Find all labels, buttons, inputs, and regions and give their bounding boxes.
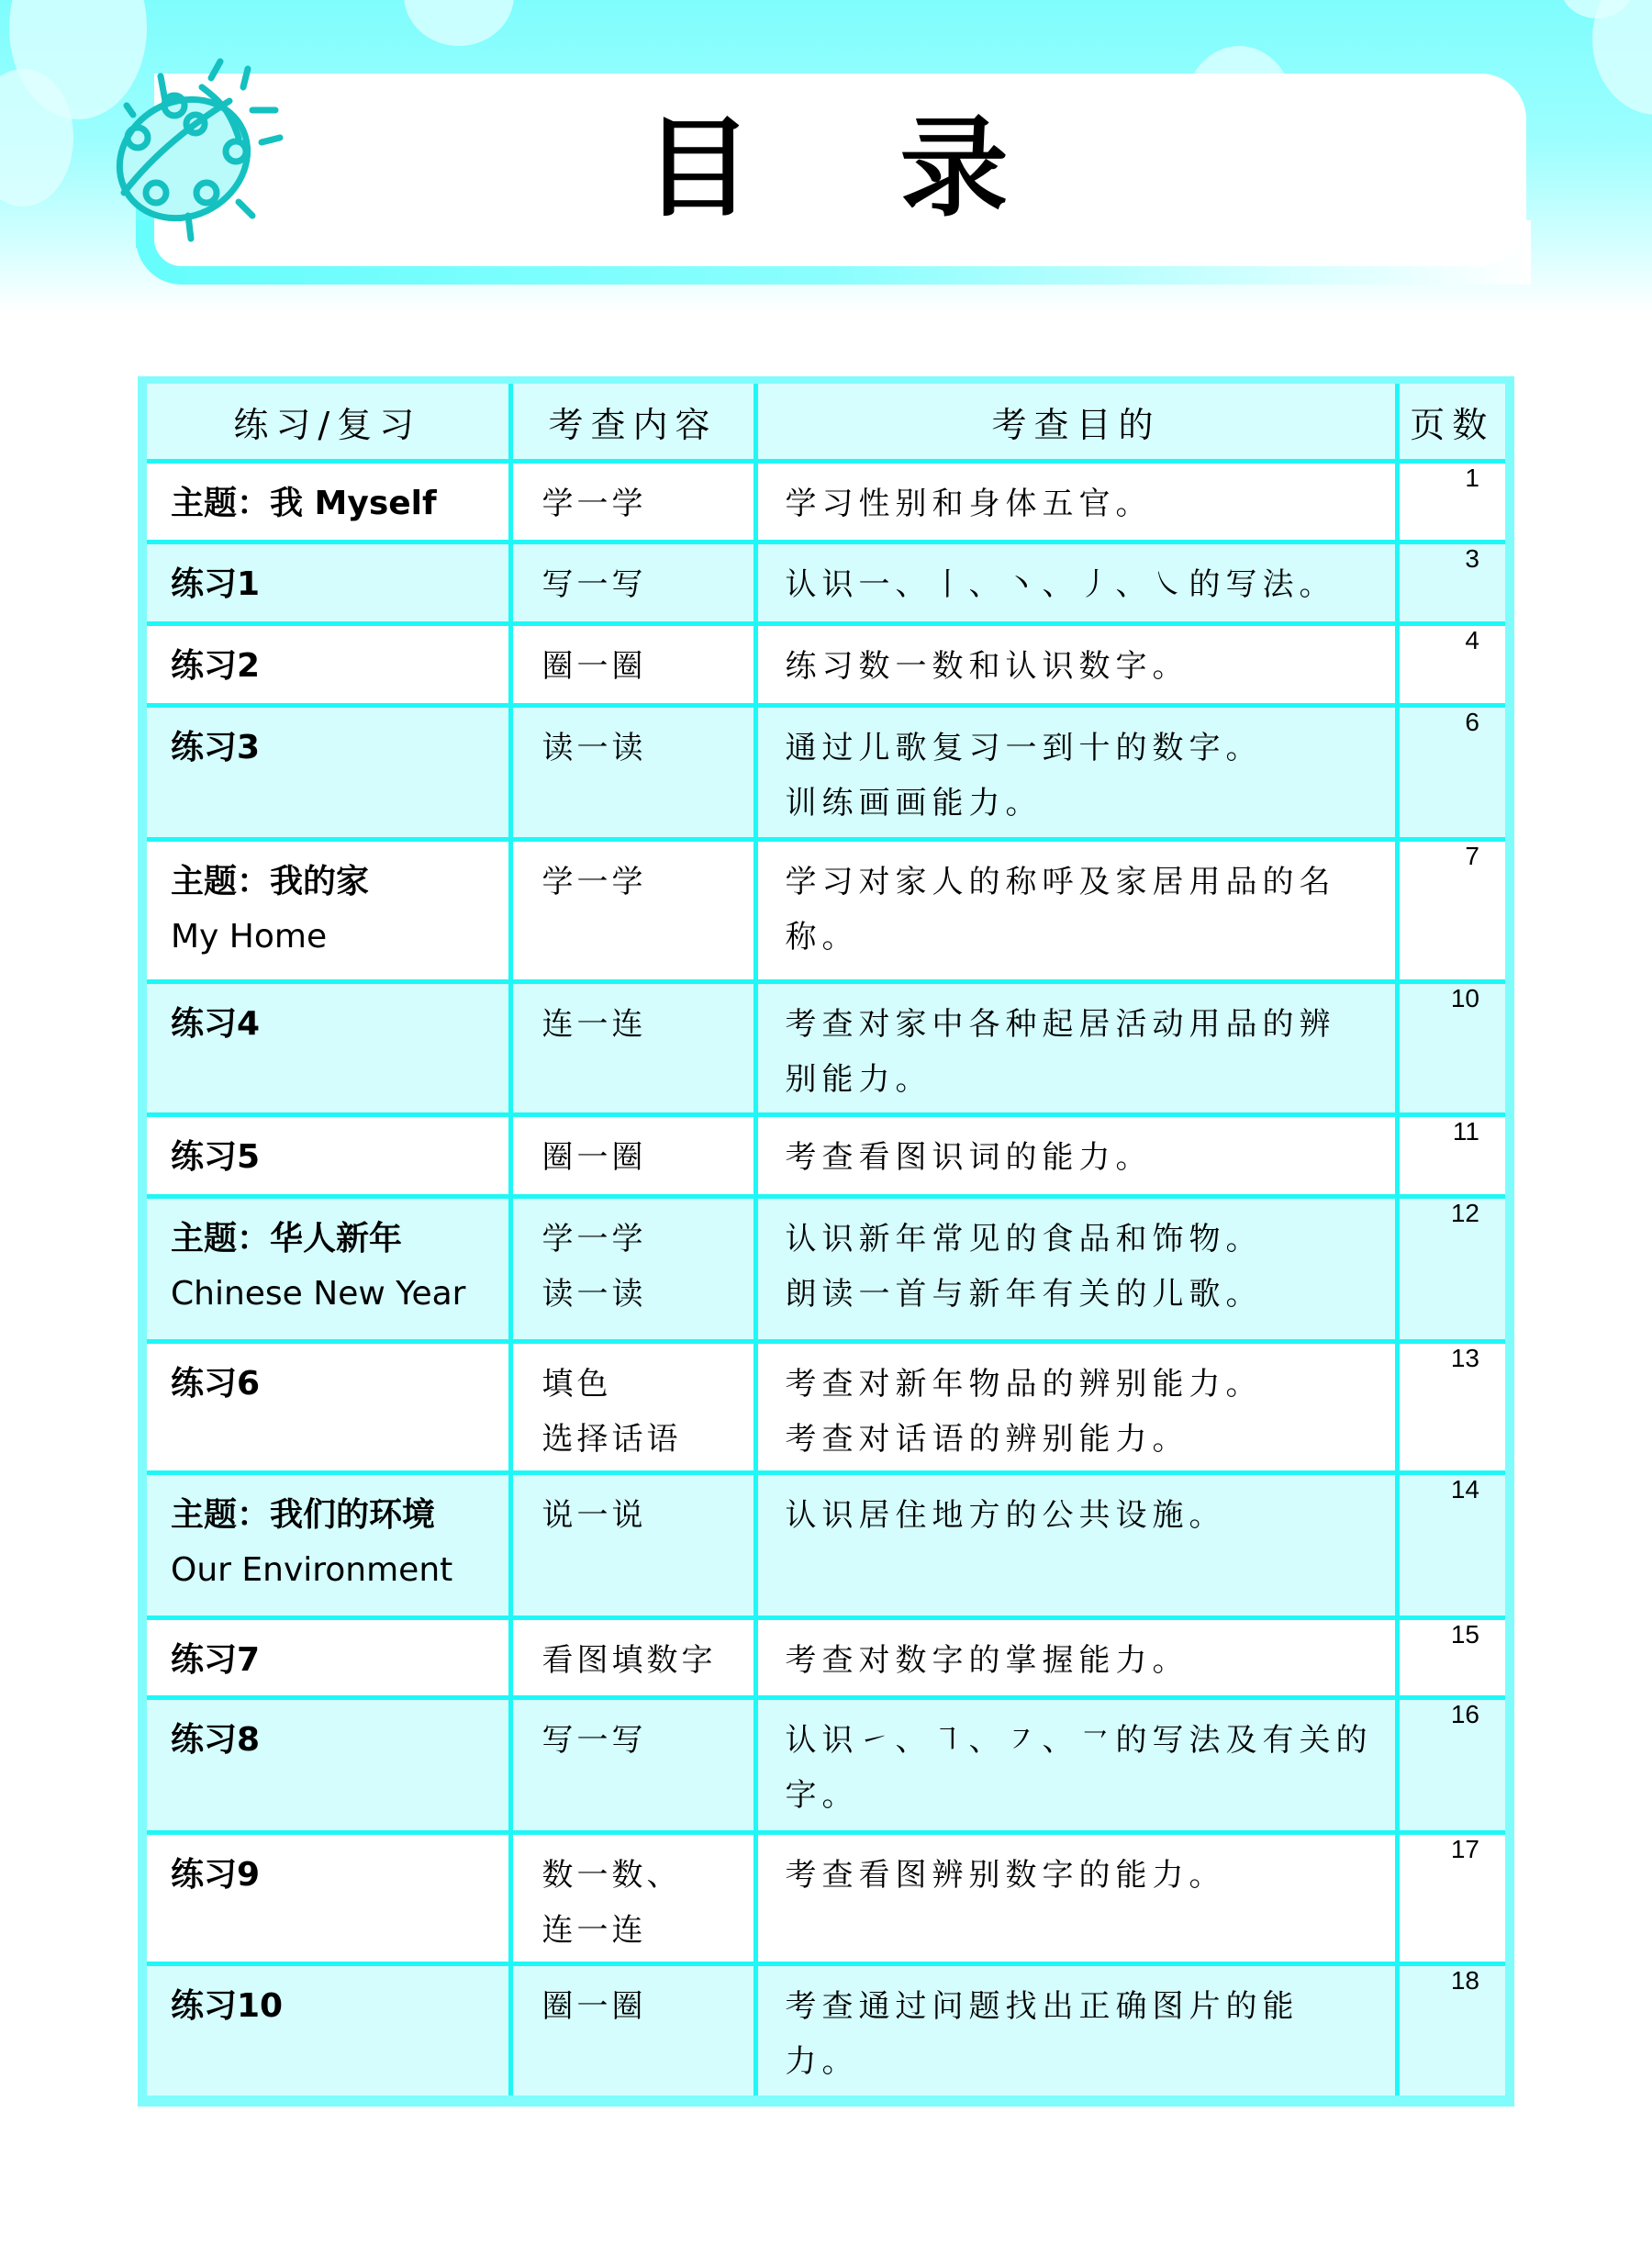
exercise-cell-line: 练习3 <box>171 729 261 766</box>
page-number-cell <box>1397 1698 1505 1833</box>
content-cell-line: 写一写 <box>541 1722 647 1759</box>
exercise-cell <box>147 1698 510 1833</box>
content-cell <box>510 1473 755 1618</box>
table-row[interactable] <box>147 1833 1505 1964</box>
page-number-cell <box>1397 1473 1505 1618</box>
content-cell <box>510 1964 755 2096</box>
content-cell <box>510 462 755 542</box>
content-cell-line: 学一学 <box>541 864 647 900</box>
exercise-cell-line: 练习8 <box>171 1721 261 1759</box>
page-number-cell <box>1397 982 1505 1115</box>
goal-cell-line: 考查对数字的掌握能力。 <box>785 1642 1189 1679</box>
column-header-page: 页数 <box>1397 384 1505 462</box>
exercise-cell <box>147 1342 510 1473</box>
page-number[interactable]: 12 <box>1450 1199 1479 1227</box>
exercise-cell-line: 主题：我 Myself <box>171 485 437 522</box>
page-number[interactable]: 18 <box>1450 1966 1479 1995</box>
exercise-cell-line: My Home <box>171 918 328 956</box>
table-row[interactable] <box>147 1342 1505 1473</box>
table-row[interactable] <box>147 1964 1505 2096</box>
goal-cell-line: 考查对话语的辨别能力。 <box>785 1421 1189 1458</box>
table-row[interactable] <box>147 624 1505 706</box>
content-cell-line: 圈一圈 <box>541 1139 647 1176</box>
exercise-cell <box>147 624 510 706</box>
goal-cell-line: 认识新年常见的食品和饰物。 <box>785 1221 1263 1258</box>
page-number-cell <box>1397 1342 1505 1473</box>
page-number[interactable]: 7 <box>1465 842 1479 870</box>
content-cell-line: 圈一圈 <box>541 1988 647 2025</box>
page-number[interactable]: 10 <box>1450 984 1479 1012</box>
exercise-cell-line: 练习9 <box>171 1856 261 1894</box>
page-number-cell <box>1397 706 1505 840</box>
exercise-cell <box>147 1833 510 1964</box>
table-row[interactable] <box>147 462 1505 542</box>
exercise-cell <box>147 1618 510 1698</box>
content-cell-line: 圈一圈 <box>541 648 647 685</box>
goal-cell <box>755 982 1397 1115</box>
exercise-cell-line: Chinese New Year <box>171 1275 466 1313</box>
content-cell <box>510 1197 755 1342</box>
exercise-cell <box>147 1197 510 1342</box>
goal-cell <box>755 1618 1397 1698</box>
content-cell-line: 选择话语 <box>541 1421 682 1458</box>
page-number[interactable]: 16 <box>1450 1700 1479 1728</box>
content-cell-line: 连一连 <box>541 1006 647 1043</box>
content-cell <box>510 1115 755 1197</box>
column-header-goal: 考查目的 <box>755 384 1397 462</box>
exercise-cell-line: 主题：华人新年 <box>171 1220 403 1258</box>
goal-cell <box>755 1833 1397 1964</box>
goal-cell-line: 字。 <box>785 1777 859 1814</box>
table-row[interactable] <box>147 1115 1505 1197</box>
goal-cell-line: 考查通过问题找出正确图片的能 <box>785 1988 1300 2025</box>
goal-cell <box>755 1115 1397 1197</box>
goal-cell-line: 认识居住地方的公共设施。 <box>785 1497 1226 1534</box>
page-number-cell <box>1397 1964 1505 2096</box>
page-number[interactable]: 15 <box>1450 1620 1479 1649</box>
table-row[interactable] <box>147 1473 1505 1618</box>
table-row[interactable] <box>147 982 1505 1115</box>
page-number-cell <box>1397 462 1505 542</box>
exercise-cell-line: 练习7 <box>171 1641 261 1679</box>
exercise-cell-line: 练习6 <box>171 1365 261 1403</box>
exercise-cell <box>147 840 510 982</box>
goal-cell <box>755 624 1397 706</box>
content-cell <box>510 982 755 1115</box>
content-cell-line: 看图填数字 <box>541 1642 717 1679</box>
page-number-cell <box>1397 1618 1505 1698</box>
goal-cell-line: 认识㇀、㇕、㇇、㇖的写法及有关的 <box>785 1722 1373 1759</box>
content-cell-line: 填色 <box>541 1366 612 1403</box>
content-cell-line: 学一学 <box>541 1221 647 1258</box>
content-cell <box>510 1618 755 1698</box>
exercise-cell-line: 练习5 <box>171 1138 261 1176</box>
goal-cell-line: 考查看图识词的能力。 <box>785 1139 1153 1176</box>
table-row[interactable] <box>147 1618 1505 1698</box>
table-row[interactable] <box>147 1698 1505 1833</box>
page-number-cell <box>1397 840 1505 982</box>
page-number-cell <box>1397 1115 1505 1197</box>
goal-cell-line: 学习性别和身体五官。 <box>785 486 1153 522</box>
goal-cell <box>755 1698 1397 1833</box>
page-number[interactable]: 11 <box>1452 1117 1479 1146</box>
goal-cell-line: 别能力。 <box>785 1061 932 1098</box>
goal-cell-line: 考查对新年物品的辨别能力。 <box>785 1366 1263 1403</box>
goal-cell-line: 考查对家中各种起居活动用品的辨 <box>785 1006 1336 1043</box>
content-cell-line: 说一说 <box>541 1497 647 1534</box>
content-cell <box>510 624 755 706</box>
page-number[interactable]: 13 <box>1450 1344 1479 1372</box>
exercise-cell <box>147 1115 510 1197</box>
goal-cell-line: 力。 <box>785 2043 859 2080</box>
content-cell <box>510 1342 755 1473</box>
goal-cell <box>755 840 1397 982</box>
table-header-row <box>147 384 1505 462</box>
goal-cell-line: 学习对家人的称呼及家居用品的名 <box>785 864 1336 900</box>
goal-cell <box>755 1342 1397 1473</box>
content-cell <box>510 706 755 840</box>
goal-cell-line: 练习数一数和认识数字。 <box>785 648 1189 685</box>
goal-cell-line: 认识一、丨、丶、丿、㇏的写法。 <box>785 566 1336 603</box>
toc-table-frame <box>138 376 1514 2107</box>
exercise-cell-line: Our Environment <box>171 1551 453 1589</box>
content-cell-line: 数一数、 <box>541 1857 682 1894</box>
goal-cell-line: 考查看图辨别数字的能力。 <box>785 1857 1226 1894</box>
table-row[interactable] <box>147 706 1505 840</box>
content-cell-line: 学一学 <box>541 486 647 522</box>
page-number-cell <box>1397 624 1505 706</box>
goal-cell-line: 通过儿歌复习一到十的数字。 <box>785 730 1263 766</box>
goal-cell <box>755 462 1397 542</box>
table-row[interactable] <box>147 840 1505 982</box>
content-cell <box>510 840 755 982</box>
bubble-decoration <box>404 0 514 46</box>
exercise-cell <box>147 542 510 624</box>
goal-cell <box>755 1197 1397 1342</box>
exercise-cell-line: 练习2 <box>171 647 261 685</box>
exercise-cell <box>147 706 510 840</box>
exercise-cell-line: 主题：我的家 <box>171 863 370 900</box>
exercise-cell-line: 主题：我们的环境 <box>171 1496 436 1534</box>
page-number[interactable]: 1 <box>1465 464 1479 492</box>
exercise-cell-line: 练习10 <box>171 1987 284 2025</box>
exercise-cell <box>147 462 510 542</box>
goal-cell <box>755 1964 1397 2096</box>
page-number[interactable]: 17 <box>1450 1835 1479 1863</box>
goal-cell-line: 朗读一首与新年有关的儿歌。 <box>785 1276 1263 1313</box>
exercise-cell-line: 练习4 <box>171 1005 261 1043</box>
goal-cell <box>755 542 1397 624</box>
exercise-cell-line: 练习1 <box>171 565 261 603</box>
content-cell <box>510 1833 755 1964</box>
page-number[interactable]: 3 <box>1465 544 1479 573</box>
column-header-content: 考查内容 <box>510 384 755 462</box>
page-number[interactable]: 14 <box>1450 1475 1479 1503</box>
exercise-cell <box>147 1473 510 1618</box>
content-cell-line: 读一读 <box>541 1276 647 1313</box>
exercise-cell <box>147 982 510 1115</box>
column-header-exercise: 练习/复习 <box>147 384 510 462</box>
goal-cell-line: 训练画画能力。 <box>785 785 1043 822</box>
table-row[interactable] <box>147 1197 1505 1342</box>
content-cell-line: 读一读 <box>541 730 647 766</box>
content-cell-line: 连一连 <box>541 1912 647 1949</box>
content-cell-line: 写一写 <box>541 566 647 603</box>
goal-cell <box>755 706 1397 840</box>
exercise-cell <box>147 1964 510 2096</box>
content-cell <box>510 542 755 624</box>
page-title: 目 录 <box>643 105 1064 231</box>
content-cell <box>510 1698 755 1833</box>
page-number-cell <box>1397 1833 1505 1964</box>
goal-cell <box>755 1473 1397 1618</box>
page-number-cell <box>1397 1197 1505 1342</box>
goal-cell-line: 称。 <box>785 919 859 956</box>
page-number-cell <box>1397 542 1505 624</box>
page-number[interactable]: 6 <box>1465 708 1479 736</box>
toc-table <box>147 384 1505 2096</box>
table-row[interactable] <box>147 542 1505 624</box>
page-number[interactable]: 4 <box>1465 626 1479 654</box>
